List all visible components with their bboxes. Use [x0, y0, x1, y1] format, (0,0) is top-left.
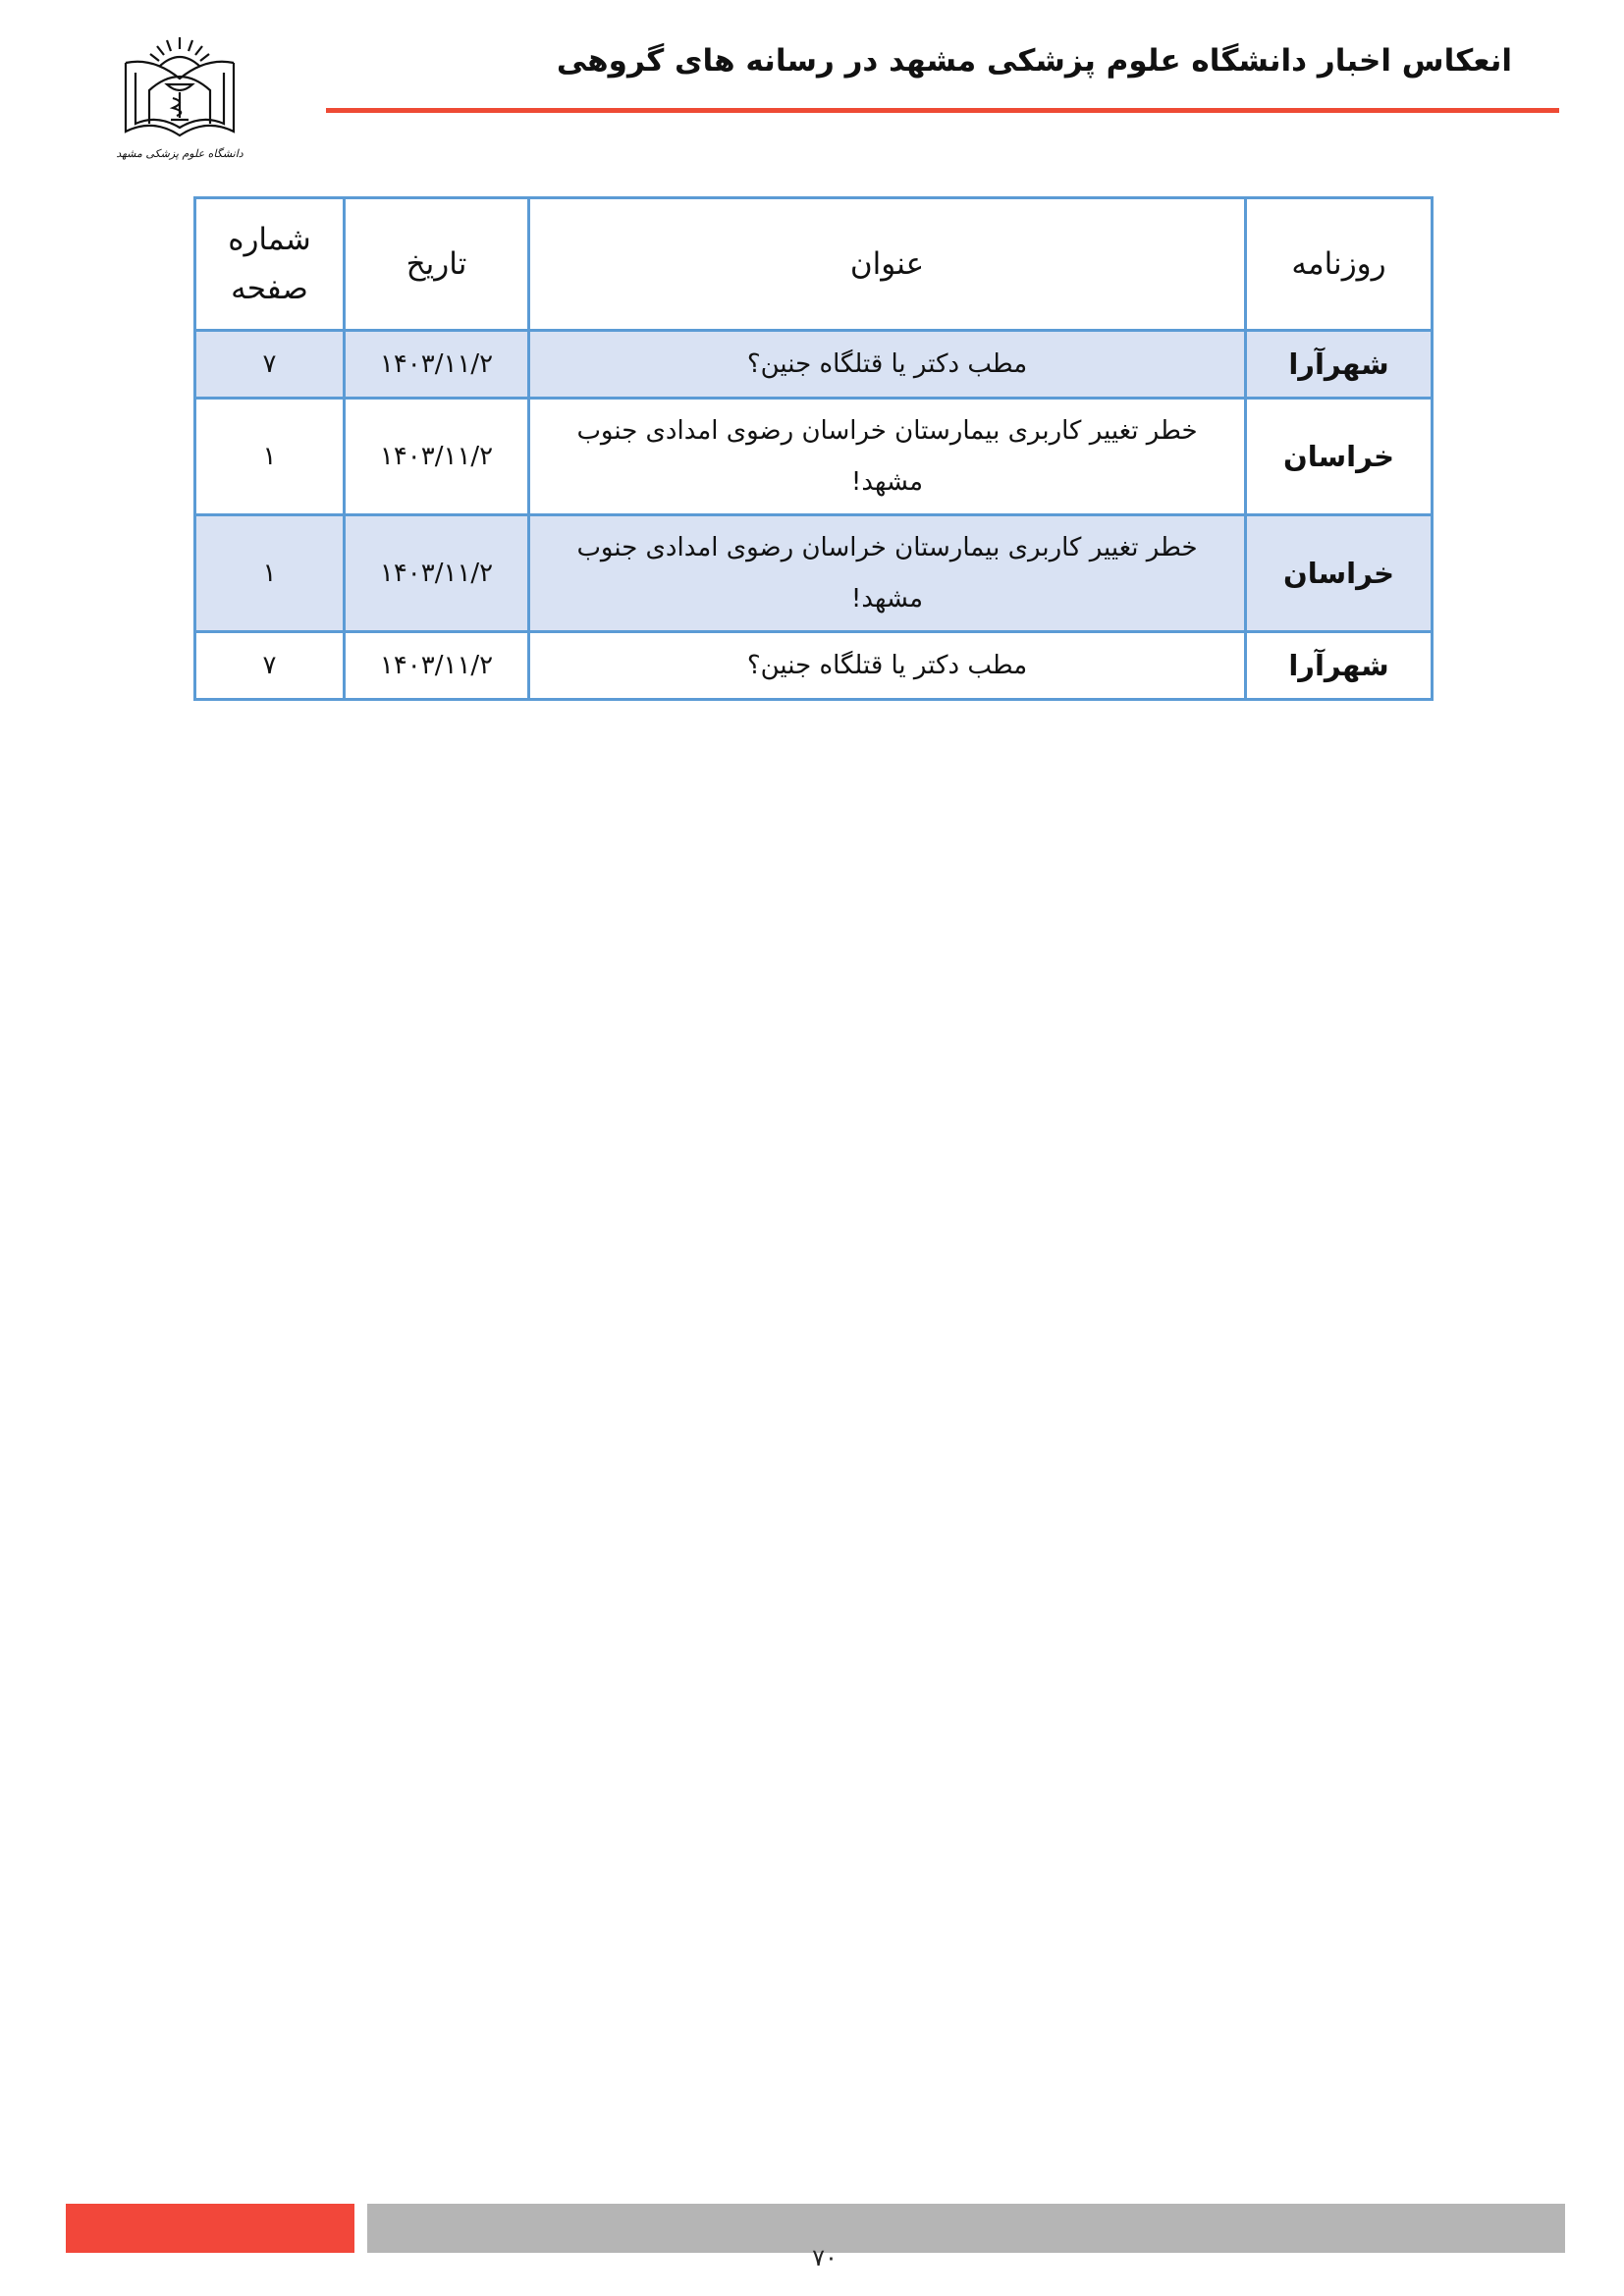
newspaper-cell: شهرآرا — [1246, 331, 1433, 399]
table-header-row — [195, 198, 1433, 331]
page-cell: ۱ — [195, 515, 345, 632]
date-cell: ۱۴۰۳/۱۱/۲ — [345, 632, 529, 700]
press-coverage-table — [193, 196, 1434, 701]
date-cell: ۱۴۰۳/۱۱/۲ — [345, 399, 529, 515]
date-cell: ۱۴۰۳/۱۱/۲ — [345, 331, 529, 399]
footer-gray-bar — [367, 2204, 1565, 2253]
press-coverage-table-wrap — [196, 196, 1434, 701]
page-cell: ۷ — [195, 331, 345, 399]
page-number: ۷۰ — [812, 2244, 838, 2271]
page-title: انعکاس اخبار دانشگاه علوم پزشکی مشهد در رسانه های گروهی — [556, 43, 1512, 79]
table-row — [195, 331, 1433, 399]
headline-cell: خطر تغییر کاربری بیمارستان خراسان رضوی امدادی جنوب مشهد! — [529, 399, 1246, 515]
date-cell: ۱۴۰۳/۱۱/۲ — [345, 515, 529, 632]
page-cell: ۷ — [195, 632, 345, 700]
newspaper-cell: خراسان — [1246, 399, 1433, 515]
headline-cell: مطب دکتر یا قتلگاه جنین؟ — [529, 331, 1246, 399]
page-header — [0, 0, 1624, 167]
column-header-page: شماره صفحه — [195, 198, 345, 331]
table-row — [195, 515, 1433, 632]
university-logo — [116, 33, 244, 163]
newspaper-cell: خراسان — [1246, 515, 1433, 632]
footer-red-bar — [66, 2204, 354, 2253]
newspaper-cell: شهرآرا — [1246, 632, 1433, 700]
column-header-date: تاریخ — [345, 198, 529, 331]
column-header-newspaper: روزنامه — [1246, 198, 1433, 331]
table-row — [195, 399, 1433, 515]
headline-cell: خطر تغییر کاربری بیمارستان خراسان رضوی امدادی جنوب مشهد! — [529, 515, 1246, 632]
svg-text:دانشگاه علوم پزشکی مشهد: دانشگاه علوم پزشکی مشهد — [116, 147, 244, 160]
headline-cell: مطب دکتر یا قتلگاه جنین؟ — [529, 632, 1246, 700]
logo-emblem-icon — [116, 33, 244, 163]
page-cell: ۱ — [195, 399, 345, 515]
header-divider — [326, 108, 1559, 113]
table-row — [195, 632, 1433, 700]
column-header-title: عنوان — [529, 198, 1246, 331]
